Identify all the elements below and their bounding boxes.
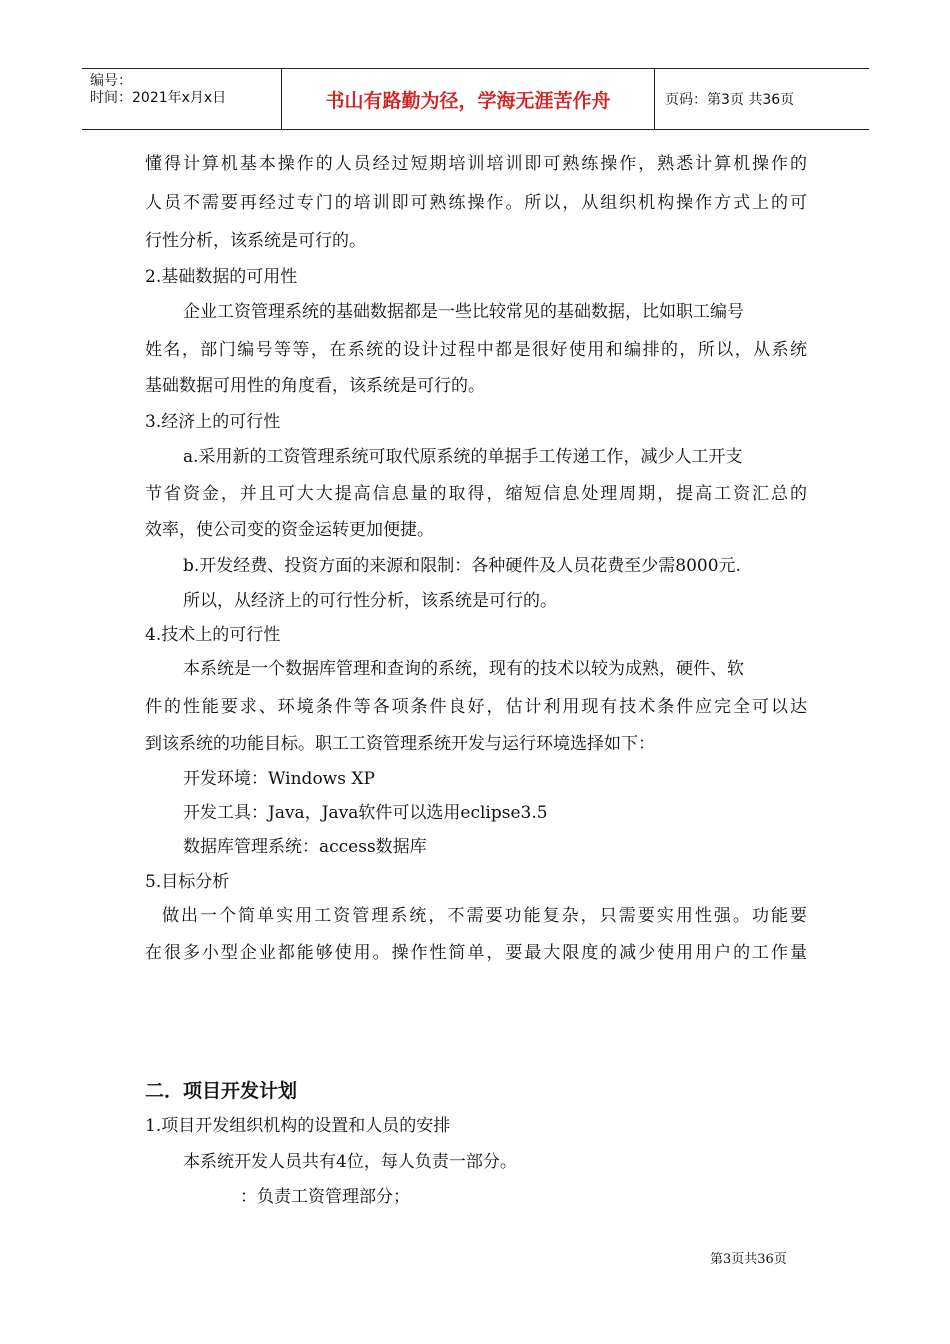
db-line: 数据库管理系统：access数据库: [183, 837, 427, 857]
section-title: 2.基础数据的可用性: [145, 267, 298, 287]
page-footer: 第3页共36页: [710, 1252, 787, 1267]
header-motto: 书山有路勤为径，学海无涯苦作舟: [282, 69, 655, 129]
paragraph-line: a.采用新的工资管理系统可取代原系统的单据手工传递工作，减少人工开支: [183, 447, 743, 467]
paragraph-line: ：负责工资管理部分；: [240, 1187, 410, 1207]
env-line: 开发环境：Windows XP: [183, 769, 375, 789]
paragraph-line: 企业工资管理系统的基础数据都是一些比较常见的基础数据，比如职工编号: [183, 302, 744, 322]
paragraph-line: 本系统是一个数据库管理和查询的系统，现有的技术以较为成熟，硬件、软: [183, 659, 744, 679]
paragraph-line: 做出一个简单实用工资管理系统，不需要功能复杂，只需要实用性强。功能要: [162, 906, 807, 926]
header-meta: [82, 69, 282, 129]
date-label: 时间：2021年x月x日: [90, 90, 227, 106]
paragraph-line: 到该系统的功能目标。职工工资管理系统开发与运行环境选择如下：: [145, 734, 655, 754]
paragraph-line: b.开发经费、投资方面的来源和限制：各种硬件及人员花费至少需8000元.: [183, 556, 741, 576]
paragraph-line: 基础数据可用性的角度看，该系统是可行的。: [145, 376, 485, 396]
paragraph-line: 姓名，部门编号等等，在系统的设计过程中都是很好使用和编排的，所以，从系统: [145, 340, 807, 360]
paragraph-line: 人员不需要再经过专门的培训即可熟练操作。所以，从组织机构操作方式上的可: [145, 193, 807, 213]
section-title: 5.目标分析: [145, 872, 230, 892]
paragraph-line: 节省资金，并且可大大提高信息量的取得，缩短信息处理周期，提高工资汇总的: [145, 484, 807, 504]
paragraph-line: 效率，使公司变的资金运转更加便捷。: [145, 520, 434, 540]
chapter-heading: 二．项目开发计划: [145, 1080, 298, 1102]
tool-line: 开发工具：Java，Java软件可以选用eclipse3.5: [183, 803, 548, 823]
header-page-label: 页码：第3页 共36页: [665, 92, 795, 108]
paragraph-line: 懂得计算机基本操作的人员经过短期培训培训即可熟练操作，熟悉计算机操作的: [145, 154, 807, 174]
section-title: 1.项目开发组织机构的设置和人员的安排: [145, 1116, 451, 1136]
number-label: 编号：: [90, 73, 132, 89]
paragraph-line: 在很多小型企业都能够使用。操作性简单，要最大限度的减少使用用户的工作量: [145, 943, 807, 963]
section-title: 4.技术上的可行性: [145, 625, 281, 645]
paragraph-line: 本系统开发人员共有4位，每人负责一部分。: [183, 1152, 517, 1172]
page-header: [82, 68, 869, 130]
paragraph-line: 所以，从经济上的可行性分析，该系统是可行的。: [183, 591, 557, 611]
paragraph-line: 行性分析，该系统是可行的。: [145, 231, 366, 251]
paragraph-line: 件的性能要求、环境条件等各项条件良好，估计利用现有技术条件应完全可以达: [145, 697, 807, 717]
section-title: 3.经济上的可行性: [145, 412, 281, 432]
